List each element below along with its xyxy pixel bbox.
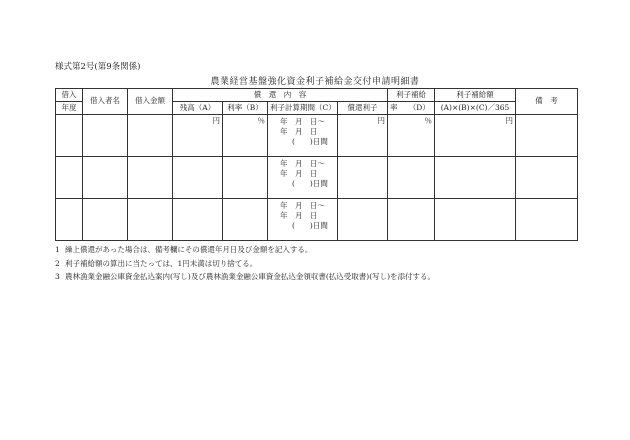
unit-yen: 円	[212, 116, 220, 125]
cell-subsidy-amount[interactable]	[435, 199, 516, 241]
header-repayment-group: 償 還 内 容	[173, 89, 388, 102]
period-from: 年 月 日～	[280, 159, 325, 168]
cell-borrower[interactable]	[83, 199, 128, 241]
cell-interest-rate[interactable]	[223, 199, 268, 241]
cell-remarks[interactable]	[516, 157, 578, 199]
unit-percent: ％	[424, 116, 432, 125]
notes	[55, 243, 435, 284]
unit-yen: 円	[377, 116, 385, 125]
period-to: 年 月 日	[280, 127, 318, 137]
cell-subsidy-rate[interactable]	[388, 157, 435, 199]
cell-loan-year[interactable]	[56, 199, 83, 241]
header-interest-rate: 利率（B）	[223, 102, 268, 115]
unit-yen: 円	[505, 116, 513, 125]
cell-remarks[interactable]	[516, 115, 578, 157]
header-interest-period: 利子計算期間（C）	[268, 102, 338, 115]
period-to: 年 月 日	[280, 211, 318, 221]
cell-loan-amount[interactable]	[128, 157, 173, 199]
header-loan-year-bottom: 年度	[56, 102, 83, 115]
period-days: ( )日間	[292, 221, 328, 231]
cell-repaid-interest[interactable]	[338, 115, 388, 157]
application-detail-table	[55, 88, 578, 241]
note-number: 3	[55, 272, 60, 281]
header-remarks: 備 考	[516, 89, 578, 115]
cell-remarks[interactable]	[516, 199, 578, 241]
cell-interest-period[interactable]	[268, 157, 338, 199]
document-title: 農業経営基盤強化資金利子補給金交付申請明細書	[210, 77, 420, 87]
cell-borrower[interactable]	[83, 115, 128, 157]
form-number: 様式第2号(第9条関係)	[55, 62, 141, 72]
cell-loan-amount[interactable]	[128, 199, 173, 241]
period-days: ( )日間	[292, 179, 328, 189]
note-text: 農林漁業金融公庫資金払込案内(写し)及び農林漁業金融公庫資金払込金領収書(払込受取書)(写し)を添付する。	[65, 272, 436, 281]
header-subsidy-amount-top: 利子補給額	[435, 89, 516, 102]
cell-interest-rate[interactable]	[223, 115, 268, 157]
header-subsidy-amount-bottom: (A)×(B)×(C)／365	[435, 102, 516, 115]
table-row	[56, 115, 578, 157]
period-from: 年 月 日～	[280, 117, 325, 126]
cell-subsidy-rate[interactable]	[388, 115, 435, 157]
cell-repaid-interest[interactable]	[338, 199, 388, 241]
cell-subsidy-amount[interactable]	[435, 157, 516, 199]
period-to: 年 月 日	[280, 169, 318, 179]
note-text: 利子補給額の算出に当たっては、1円未満は切り捨てる。	[65, 258, 258, 268]
cell-interest-rate[interactable]	[223, 157, 268, 199]
cell-balance[interactable]	[173, 199, 223, 241]
cell-interest-period[interactable]	[268, 115, 338, 157]
note-number: 1	[55, 245, 60, 254]
header-loan-year-top: 借入	[56, 89, 83, 102]
note-item	[55, 270, 435, 284]
cell-interest-period[interactable]	[268, 199, 338, 241]
header-borrower: 借入者名	[83, 89, 128, 115]
cell-loan-amount[interactable]	[128, 115, 173, 157]
cell-subsidy-amount[interactable]	[435, 115, 516, 157]
cell-borrower[interactable]	[83, 157, 128, 199]
period-days: ( )日間	[292, 137, 328, 147]
note-text: 繰上償還があった場合は、備考欄にその償還年月日及び金額を記入する。	[65, 245, 313, 254]
unit-percent: ％	[257, 116, 265, 125]
cell-balance[interactable]	[173, 157, 223, 199]
header-subsidy-rate-top: 利子補給	[388, 89, 435, 102]
cell-loan-year[interactable]	[56, 115, 83, 157]
header-balance: 残高（A）	[173, 102, 223, 115]
table-row	[56, 157, 578, 199]
cell-subsidy-rate[interactable]	[388, 199, 435, 241]
period-from: 年 月 日～	[280, 201, 325, 210]
cell-repaid-interest[interactable]	[338, 157, 388, 199]
header-loan-amount: 借入金額	[128, 89, 173, 115]
cell-balance[interactable]	[173, 115, 223, 157]
header-repaid-interest: 償還利子	[338, 102, 388, 115]
cell-loan-year[interactable]	[56, 157, 83, 199]
table-row	[56, 199, 578, 241]
note-item	[55, 257, 435, 271]
header-subsidy-rate-bottom: 率 （D）	[388, 102, 435, 115]
note-item	[55, 243, 435, 257]
note-number: 2	[55, 258, 60, 268]
